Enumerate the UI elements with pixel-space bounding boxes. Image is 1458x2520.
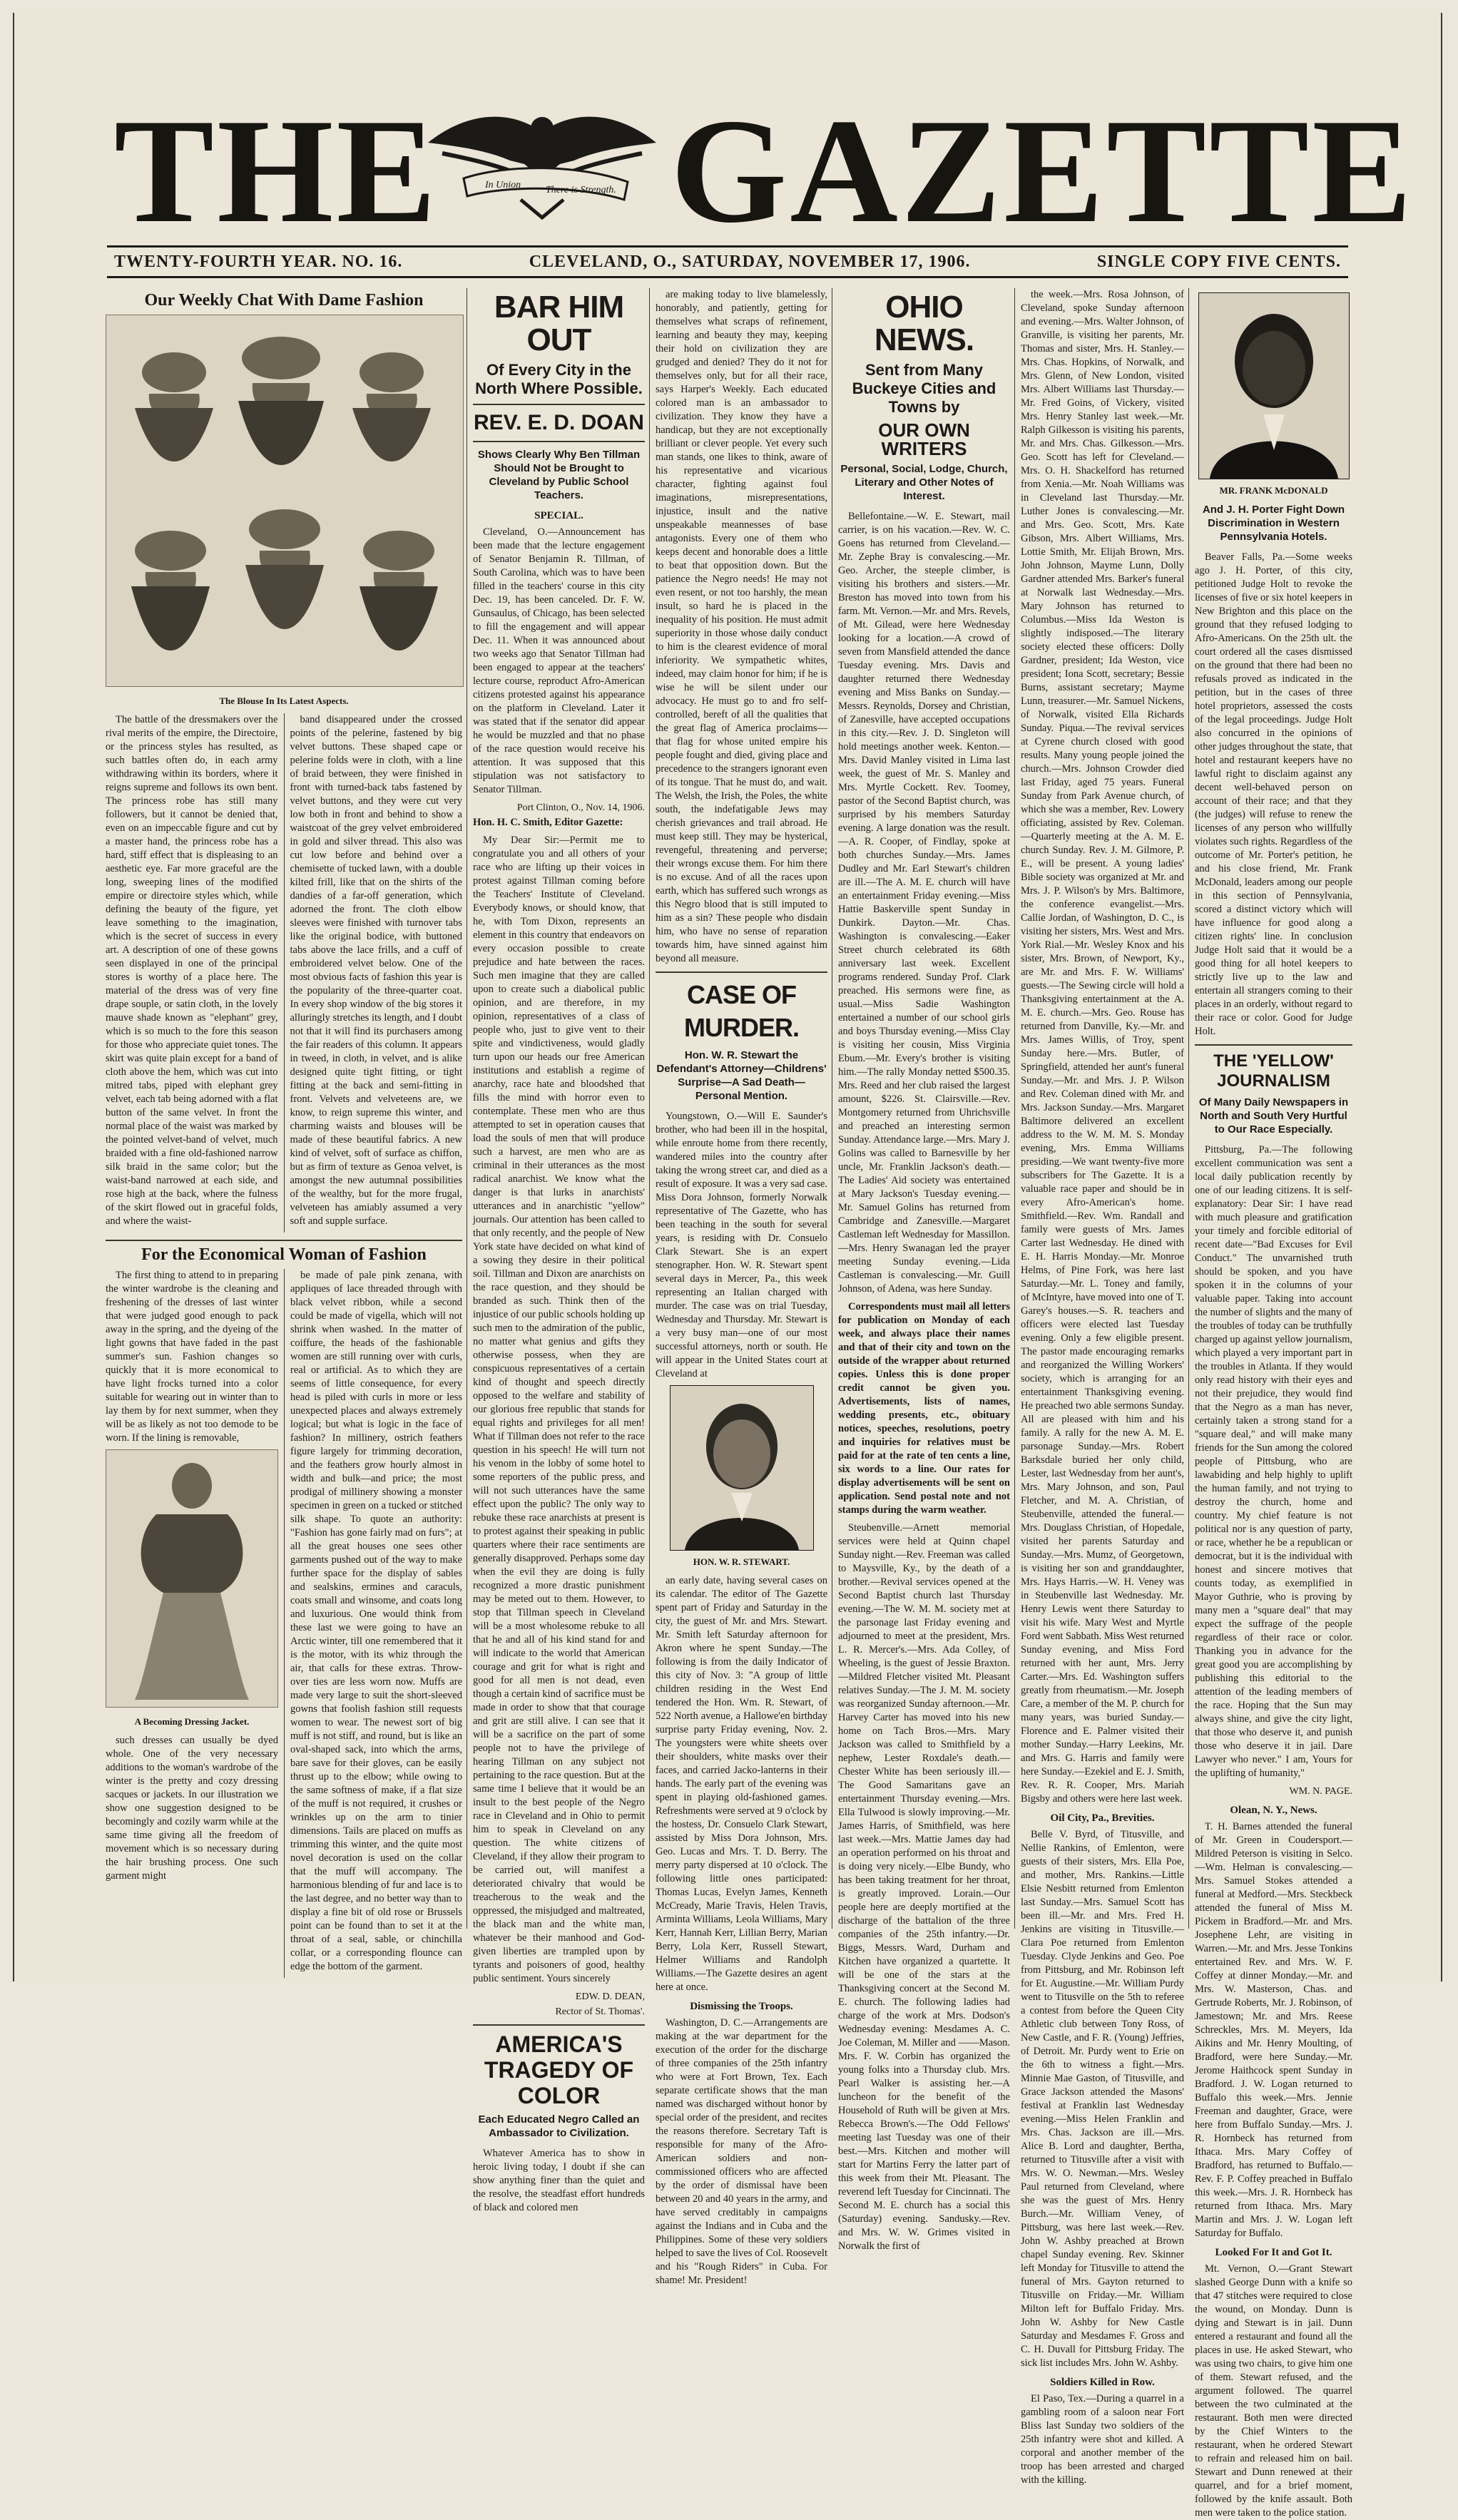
ohio-news-headline: OHIO NEWS.: [874, 290, 974, 357]
stewart-portrait: [670, 1385, 814, 1551]
ohio-news-text-2: Steubenville.—Arnett memorial services were held at Quinn chapel Sunday night.—Rev. Freeman was called to Maysville, Ky., by the death of a brother.—Revival services opened at the Second Baptist church last Thursday evening.—The W. M. M. society met at the parsonage last Friday evening and adjourned to meet at the president, Mrs. L. R. Mercer's.—Mrs. Ada Colley, of Wheeling, is the guest of Jessie Braxton.—Mildred Fletcher visited Mt. Pleasant relatives Sunday.—The J. M. M. society was reorganized Sunday afternoon.—Mr. Harvey Carter has moved into his new home on Tach Bros.—Mrs. Mary Jackson was called to Smithfield by a nephew, Lester Roxdale's death.—Chester White has been seriously ill.—The Good Samaritans gave an entertainment Thursday evening.—Mrs. Ella Tulwood is slowly improving.—Mr. James Harris, of Smithfield, was here last week.—Mrs. Mattie James day had an operation performed on his throat and is doing very nicely.—Elbe Bundy, who has been taking treatment for her throat, is greatly improved. Lorain.—Our people here are deeply mortified at the discharge of the battalion of the three companies of the 25th infantry.—Dr. Biggs, Messrs. Ward, Durham and Kitchen have organized a quartette. It will be one of the stars at the Thanksgiving concert at the Second M. E. church. The following ladies had charge of the work at Mrs. Dodson's Wednesday evening: Mesdames A. C. Joe Coleman, M. Miller and ——Mason. Mrs. F. W. Corbin has organized the young folks into a Thursday club. Mrs. Pearl Walker is assisting her.—A luncheon for the benefit of the Household of Ruth will be given at Mrs. Rebecca Brown's.—The Odd Fellows' meeting last Tuesday was one of their best.—Mrs. Kitchen and mother will start for Martins Ferry the latter part of this week from their Mt. Pleasant. The reverend left Tuesday for Cincinnati. The Second M. E. church has a social this (Saturday) evening. Sandusky.—Rev. and Mrs. W. W. Grimes visited in Norwalk the first of: [838, 1522, 1010, 2252]
divider: [473, 2024, 645, 2026]
doan-subhead: Shows Clearly Why Ben Tillman Should Not be Brought to Cleveland by Public School Teachers.: [477, 449, 641, 501]
tragedy-headline: AMERICA'S TRAGEDY OF COLOR: [484, 2031, 634, 2108]
blouse-illustration: [106, 315, 464, 687]
column-fashion: [106, 288, 462, 1972]
tillman-text-1: Cleveland, O.—Announcement has been made that the lecture engagement of Senator Benjamin R. Tillman, of South Carolina, which was to have been filled in the teachers' course in this city Dec. 19, has been canceled. Dr. F. W. Gunsaulus, of Chicago, has been selected to fill the engagement and will appear Dec. 11. When it was announced about two weeks ago that Senator Tillman had been engaged to appear at the teachers' lecture course, reproduct Afro-American citizens protested against his appearance on the platform in Cleveland. Later it was stated that if the senator did appear he would be muzzled and that no phase of the race question would receive his attention. It was supposed that this stipulation was not satisfactory to Senator Tillman.: [473, 526, 645, 795]
economical-text-columns: [106, 1269, 462, 1978]
oil-city-text: Belle V. Byrd, of Titusville, and Nellie Rankins, of Emlenton, were guests of their sisters, Mrs. Ella Poe, and mother, Mrs. Rankins.—Little Elsie Nesbitt returned from Emlenton last Sunday.—Mrs. Samuel Scott has been ill.—Mr. and Mrs. Fred H. Jenkins are visiting in Titusville.—Clara Poe returned from Emlenton Tuesday. Clyde Jenkins and Geo. Poe from Pittsburg, and Mr. Robinson left for Et. Augustine.—Mr. William Purdy went to Titusville on the 5th to referee a contest from before the Queen City Athletic club between Tony Ross, of New Castle, and F. R. (Young) Jeffries, of Detroit. Mr. Purdy went to Erie on the 6th to witness a fight.—Mrs. Minnie Mae Gaston, of Titusville, and Grace Jackson attended the Masons' festival at Franklin last Wednesday evening.—Miss Helen Franklin and Mrs. Chas. Jackson are ill.—Mrs. Alice B. Lord and daughter, Bertha, returned to Titusville after a visit with Mrs. W. O. Newman.—Mrs. Wesley Paul returned from Cleveland, where she was the guest of Mrs. Henry Burch.—Mr. William Veney, of Pittsburg, was here last week.—Rev. John W. Ashby preached at Brown chapel Sunday evening. Rev. Skinner left Monday for Titusville to attend the funeral of Mrs. Gayton returned to Titusville on Friday.—Mr. William Milton left for Buffalo Friday. Mrs. John W. Ashby for New Castle Saturday and Mesdames F. Gross and C. H. Duvall for Pittsburg Friday. The sick list includes Mrs. John W. Ashby.: [1021, 1829, 1184, 2369]
tillman-letter: My Dear Sir:—Permit me to congratulate you and all others of your race who are lifting up their voices in protest against Tillman coming before the Teachers' Institute of Cleveland. Everybody knows, or should know, that he, with Tom Dixon, represents an element in this country that endeavors on every occasion possible to create prejudice and hate between the races. Such men imagine that they are called upon to create such a diabolical public opinion, and are therefore, in my opinion, representatives of a class of people who, just to give vent to their spite and vindictiveness, would gladly turn upon our heads our free American institutions and establish a regime of anarchy, race hate and bloodshed that fills the mind with horror even to contemplate. These men who are thus attempted to set in operation causes that load the souls of men that will produce such a harvest, are men who are as criminal in their utterances as the most radical anarchist. We know what the danger is that lurks in anarchists' utterances and in anarchistic "yellow" journals. Our attention has been called to that only recently, and the people of New York state have decided on what kind of a sowing they desire in their political soil. Tillman and Dixon are anarchists on the race question, and they should be branded as such. Think then of the injustice of our public schools holding up such men to the admiration of the public, no matter what genius and gifts they otherwise possess, when they are conspicuous representatives of a certain kind of thought and speech directly opposed to the welfare and stability of our glorious free republic that stands for equal rights and privileges for all men! What if Tillman does not refer to the race question in his speech! He will turn not his venom in the lobby of some hotel to some reporters of the public press, and will not such utterances have the same effect upon the public? The only way to rebuke these race anarchists at present is to protest against their speaking in public quarters where their race sentiments are generally disapproved. Perhaps some day when the evil they are doing is fully recognized a more drastic punishment may be meted out to them. However, to stop that Tillman speech in Cleveland will be a most wholesome rebuke to all that he and all of his kind stand for and will indicate to the world that American courage and grit for what is right and good for all men is not dead, even though a certain kind of sacrifice must be made in order to show that that courage and grit are still alive. I can see that it will be a sacrifice on the part of some people not to have the privilege of hearing Tillman on any subject not pertaining to the race question. But at the same time I believe that it would be an insult to the best people of the Negro race in Cleveland and in Ohio to permit him to speak in Cleveland on any question. The white citizens of Cleveland, if they allow their program to be carried out, will manifest a deteriorated chivalry that would be treacherous to the weak and the oppressed, the misjudged and maltreated, the black man and the white man, whatever be their manhood and God-given liberties are trampled upon by tyrants and poisoners of good, healthy public sentiment. Yours sincerely: [473, 835, 645, 1984]
murder-text-1: Youngstown, O.—Will E. Saunder's brother, who had been ill in the hospital, while enroute home from there recently, wandered miles into the country after taking the wrong street car, and died as a result of exposure. It was a very sad case. Miss Dora Johnson, formerly Norwalk representative of The Gazette, who has been teaching in the south for several years, is residing with Dr. Consuelo Clark Stewart. She is an expert stenographer. Hon. W. R. Stewart spent several days in Mercer, Pa., this week representing an Italian charged with murder. The case was on trial Tuesday, Wednesday and Thursday. Mr. Stewart is a very busy man—one of our most successful attorneys, north or south. He will appear in the United States court at Cleveland at: [656, 1111, 827, 1379]
dressing-jacket-illustration: [106, 1449, 278, 1708]
column-mcdonald: [1188, 288, 1352, 2519]
case-of-murder-headline: CASE OF MURDER.: [684, 980, 799, 1042]
looked-for-it-headline: Looked For It and Got It.: [1215, 2247, 1332, 2258]
soldiers-headline: Soldiers Killed in Row.: [1050, 2377, 1155, 2388]
olean-text: T. H. Barnes attended the funeral of Mr. Green in Coudersport.—Mildred Peterson is visiting in Selco.—Wm. Helman is convalescing.—Mrs. Samuel Stokes attended a funeral at Medford.—Mrs. Steckbeck attended the funeral of Miss M. Pickem in Bradford.—Mr. and Mrs. Josephene Lehr, are visiting in Warren.—Mr. and Mrs. Jesse Tonkins entertained Rev. and Mrs. W. F. Coffey at dinner Monday.—Mr. and Mrs. W. Masterson, Chas. and Gertrude Roberts, Mr. J. Robinson, of Jamestown; Mr. and Mrs. Reese Schreckles, Mrs. M. Meyers, Ida Aikins and Mr. Henry Moulting, of Bradford, were here Sunday.—Mr. Jerome Haithcock spent Sunday in Bradford. J. W. Logan returned to Buffalo this week.—Mrs. Jennie Freeman and daughter, Grace, were here from Buffalo Sunday.—Mrs. J. R. Hornbeck has returned from Ithaca. Mrs. Mary Coffey of Bradford, has returned to Buffalo.—Rev. F. P. Coffey preached in Buffalo this week.—Mrs. J. R. Hornbeck has returned from Ithaca. Mrs. Mary Martin and Mrs. J. W. Logan left Saturday for Buffalo.: [1195, 1821, 1352, 2239]
fashion-heading: Our Weekly Chat With Dame Fashion: [144, 291, 424, 310]
yellow-journalism-text: Pittsburg, Pa.—The following excellent communication was sent a local daily publication recently by one of our leading citizens. It is self-explanatory: Dear Sir: I have read with much pleasure and gratification your timely and forcible editorial of recent date—"Bad Excuses for Evil Conduct." The unvarnished truth should be spoken, and you have spoken it in the columns of your valuable paper. Taking into account the number of slights and the many of the troubles of today can be truthfully charged up against yellow journalism, which played a very important part in the troubles in Atlanta. If they would only read history with their eyes and not their prejudice, they would find that the Negro as a man has never, certainly taken a strong stand for a "square deal," and will make many friends for the Sun among the colored people of Pittsburg, who are lawabiding and help highly to uplift the human family, and not trying to destroy the church, home and country. My chief feature is not political nor is any question of party, or race, whether he be a republican or democrat, but it is the individual with honest and sincere motives that counts today, as exemplified in Mayor Guthrie, who is proving by many men a "square deal" that may expect the suffrage of the people regardless of their race or color. Thanking you in advance for the great good you are accomplishing by publishing this editorial to the attention of the leading members of the race. Hoping that the Sun may always shine, and give the city light, that those who deserve it, and punish those who deserve it in jail. Dare Lawyer who never." I am, Yours for the uplifting of humanity,": [1195, 1144, 1352, 1779]
tragedy-continued: are making today to live blamelessly, honorably, and patiently, getting for themselves what scraps of refinement, learning and beauty they may, keeping their hold on civilization they are grudged and denied? They do it not for themselves only, but for all their race, says Harper's Weekly. Each educated colored man is an ambassador to civilization. They know they have a handicap, but they are not exceptionally brilliant or clever people. Yet every such man stands, one likes to think, aware of his representative and vicarious character, fighting against foul imaginations, misrepresentations, injustice, insult and the native unspeakable meannesses of base antagonists. Every one of them who keeps decent and honorable does a little to beat that opposition down. But the patience the Negro needs! He may not even resent, or not too harshly, the mean insult, so hard he is placed in the inequality of his position. He must admit superiority in those whose daily conduct to him is the clearest evidence of moral inferiority. We sympathetic whites, indeed, may claim honor for him; if he is wise he will be silent under our advocacy. He must go to and fro self-controlled, bereft of all the qualities that the great flag of America proclaims—that flag for whose united empire his people fought and died, giving place and precedence to the strangers ignorant even of its tongue. That he must do, and wait. The Welsh, the Irish, the Poles, the white south, the indefatigable Jews may cherish grievances and trail abroad. He must keep still. They may be hysterical, revengeful, threatening and perverse; their wrongs excuse them. For him there is no excuse. And of all the races upon earth, which has suffered such wrongs as this Negro blood that is still imputed to him as a sin? These people who disdain him, who have no sense of reparation towards him, have sinned against him beyond all measure.: [656, 289, 827, 964]
masthead-title-left: THE: [114, 88, 439, 254]
place-date: CLEVELAND, O., SATURDAY, NOVEMBER 17, 1906.: [529, 252, 971, 271]
divider: [473, 441, 645, 442]
local-news-text-1: the week.—Mrs. Rosa Johnson, of Cleveland, spoke Sunday afternoon and evening.—Mrs. Walter Johnson, of Granville, is visiting her parents, Mr. Thomas and sister, Mrs. H. Stanley.—Mrs. Chas. Hopkins, of Norwalk, and Mrs. Glenn, of New London, visited Mrs. Albert Williams last Thursday.—Mr. Fred Goins, of Vickery, visited Mrs. Henry Stanley last week.—Mr. Ralph Gilkesson is visiting his parents, Mr. and Mrs. Chas. Gilkesson.—Mrs. Geo. Scott has left for Cleveland.—Mrs. O. H. Shackelford has returned from Xenia.—Mr. Noah Williams was in Cleveland last Thursday.—Mr. Luther Jones is convalescing.—Mr. and Mrs. Geo. Scott, Mrs. Kate Gibson, Mrs. Albert Williams, Mrs. Lottie Smith, Mr. Elijah Brown, Mrs. John Johnson, Mayme Lunn, Dolly Gardner attended Mrs. Barker's funeral at Norwalk last Wednesday.—Mrs. Mary Johnson has returned to Columbus.—Miss Ida Weston is slightly indisposed.—The literary society elected these officers: Dolly Gardner, president; Ida Weston, vice president; Iona Scott, secretary; Bessie Burns, assistant secretary; Mayme Lunn, treasurer.—Mr. Samuel Nickens, of Norwalk, visited Ella Richards Sunday. Piqua.—The revival services at Cyrene church closed with good results. Many young people joined the church.—Mrs. Johnson Crowder died last Friday, aged 75 years. Funeral Sunday from Park Avenue church, of which she was a member, Rev. Lowery officiating, assisted by Rev. Coleman.—Quarterly meeting at the A. M. E. church Sunday. Rev. J. M. Gilmore, P. E., will be present. A young ladies' Bible society was organized at Mr. and Mrs. J. P. Wilson's by Mrs. Baltimore, the conference evangelist.—Mrs. Callie Jordan, of Washington, D. C., is visiting her sisters, Mrs. West and Mrs. York Rial.—Mr. Wesley Knox and his sister, Mrs. Brown, of Newport, Ky., are Mr. and Mrs. F. W. Williams' guests.—The Sewing circle will hold a Thanksgiving entertainment at the A. M. E. church.—Mrs. Geo. Rouse has returned from Danville, Ky.—Mr. and Mrs. James Willis, of Troy, spent Sunday here.—Mrs. Butler, of Springfield, attended her aunt's funeral Sunday.—Mr. and Mrs. J. P. Wilson and Rev. Coleman dined with Mr. and Mrs. Jackson Sunday.—Mrs. Margaret Baltimore delivered an excellent address to the W. M. M. S. Monday evening, Mrs. Emma Williams presiding.—We want twenty-five more subscribers for The Gazette. It is a valuable race paper and should be in every Afro-American's home. Smithfield.—Rev. Wm. Randall and family were guests of Mrs. James Carter last Wednesday. He dined with E. H. Harris Monday.—Mr. Monroe Helms, of Pine Fork, was here last Saturday.—Mr. L. Toney and family, of McIntyre, have moved into one of T. Garey's houses.—S. R. teachers and officers were elected last Tuesday evening. Only a few eligible present. The pastor made encouraging remarks and reorganized the Willing Workers' society, which is arranging for an entertainment Thanksgiving evening. He preached two able sermons Sunday. All are pleased with him and his family. A rally for the new A. M. E. parsonage Sunday.—Mrs. Robert Barksdale buried her only child, Lester, last Wednesday from her aunt's, Mrs. Mary Johnson, and son, Paul Fletcher, and M. A. Christian, of Steubenville, attended the funeral.—Mrs. Douglass Christian, of Hopedale, visited her parents Saturday and Sunday.—Mrs. Mumz, of Georgetown, is visiting her son and granddaughter, Mrs. Hays Harris.—W. H. Veney was in Steubenville last Wednesday. Mr. Henry Lewis went there Saturday to visit his wife. Mary West and Myrtle Ford went Sabbath. Miss West returned Sunday evening, and Miss Ford returned with her aunt, Mrs. Jerry Carter.—Mrs. Ed. Washington suffers greatly from rheumatism.—Mr. Joseph Care, a member of the M. P. church for many years, was buried Sunday.—Florence and E. Palmer visited their mother Sunday.—Harry Leekins, Mr. and Mrs. G. Harris and family were here Sunday.—Ezekiel and E. J. Smith, Rev. R. R. Cooper, Mrs. Mariah Bigsby and others were here last week.: [1021, 289, 1184, 1805]
columns: [106, 288, 1352, 2519]
economical-text-left: The first thing to attend to in preparing the winter wardrobe is the cleaning and freshening of the dresses of last winter that were judged good enough to pack away in the spring, and the dyeing of the light gowns that have faded in the past summer's sun. Fashion changes so quickly that it is more economical to have light frocks turned into a color suitable for wearing out in winter than to lay them by for next summer, when they will be as likely as not too demode to be worn. If the lining is removable,: [106, 1270, 278, 1444]
doan-headline: REV. E. D. DOAN: [474, 411, 644, 434]
masthead-title-right: GAZETTE: [671, 88, 1415, 254]
olean-headline: Olean, N. Y., News.: [1230, 1805, 1317, 1816]
special-label: SPECIAL.: [534, 510, 583, 521]
letter-signature: EDW. D. DEAN,: [575, 1991, 645, 2002]
letter-salutation: Hon. H. C. Smith, Editor Gazette:: [473, 817, 623, 828]
correspondents-notice: Correspondents must mail all letters for publication on Monday of each week, and always place their names and that of their city and town on the outside of the wrapper about returned copies. Unless this is done proper credit cannot be given you. Advertisements, lists of names, wedding presents, etc., obituary notices, speeches, resolutions, poetry and inquiries for relatives must be paid for at the rate of ten cents a line, six words to a line. Our rates for display advertisements will be sent on application. Send postal note and not stamps during the warm weather.: [838, 1301, 1010, 1516]
stewart-caption: HON. W. R. STEWART.: [693, 1556, 790, 1567]
troops-headline: Dismissing the Troops.: [690, 2001, 793, 2012]
blouse-caption: The Blouse In Its Latest Aspects.: [219, 695, 349, 706]
divider: [473, 404, 645, 405]
dateline-strip: [107, 245, 1348, 278]
motto-left: In Union: [485, 180, 521, 190]
murder-text-2: an early date, having several cases on its calendar. The editor of The Gazette spent part of Friday and Saturday in the city, the guest of Mr. and Mrs. Stewart. Mr. Smith left Saturday afternoon for Akron where he spent Sunday.—The following is from the daily Indicator of this city of Nov. 3: "A group of little children residing in the West End tendered the Hon. Wm. R. Stewart, of 522 North avenue, a Hallowe'en birthday surprise party Friday evening, Nov. 2. The youngsters were white sheets over their shoulders, white masks over their faces, and carried Jacko-lanterns in their hands. The early part of the evening was spent in playing old-fashioned games. Refreshments were served at 9 o'clock by the hostess, Dr. Consuelo Clark Stewart, assisted by Miss Dora Johnson, Mrs. Geo. Lucas and Mrs. T. D. Berry. The merry party dispersed at 10 o'clock. The following little ones participated: Thomas Lucas, Evelyn James, Kenneth McCready, Marie Travis, Helen Travis, Arminta Williams, Leola Williams, Mary Kerr, Hannah Kerr, Lillian Berry, Marian Berry, Lola Kerr, Russell Stewart, Helmer Williams and Randolph Williams.—The Gazette desires an agent here at once.: [656, 1575, 827, 1993]
column-murder: [649, 288, 827, 2286]
masthead: [114, 88, 1415, 254]
column-local-news: [1014, 288, 1184, 2486]
motto-right: There is Strength.: [546, 185, 616, 195]
yellow-journalism-headline: THE 'YELLOW' JOURNALISM: [1213, 1051, 1334, 1091]
fashion-text-columns: [106, 713, 462, 1233]
bar-him-out-headline: BAR HIM OUT: [494, 290, 624, 357]
ohio-news-subhead: Sent from Many Buckeye Cities and Towns by: [852, 361, 996, 416]
letter-signature-title: Rector of St. Thomas'.: [555, 2006, 645, 2017]
divider: [656, 971, 827, 973]
fashion-text-left: The battle of the dressmakers over the rival merits of the empire, the Directoire, or the princess styles has resulted, as such battles often do, in each army withdrawing within its borders, where it reigns supreme and follows its own bent. The princess robe has still many followers, but it cannot be denied that, even on an impeccable figure and cut by a master hand, the princess robe has a hard, stiff effect that is displeasing to an aesthetic eye. Far more graceful are the long, sweeping lines of the modified empire or directoire styles which, while defining the beauty of the figure, yet leave something to the imagination, which is the secret of success in every art. A description of one of these gowns seen displayed in one of the principal stores is worthy of a place here. The material of the dress was of very fine drape souple, or satin cloth, in the lovely mauve shade known as "elephant" grey, which is so much to the fore this season for those who appreciate quiet tones. The skirt was quite plain except for a band of cloth above the hem, which was cut into mitred tabs, piped with elephant grey velvet, each tab being adorned with a flat button of the same velvet. In front the normal place of the waist was marked by the pointed velvet-band of velvet, much braided with a fine old-fashioned narrow silk braid in the same color; but the waist-band narrowed at each side, and rose high at the back, where the fulness of the skirt flowed out in graceful folds, and where the waist-: [106, 714, 278, 1227]
oil-city-headline: Oil City, Pa., Brevities.: [1050, 1812, 1155, 1824]
page-signature: WM. N. PAGE.: [1289, 1786, 1352, 1797]
economical-text-left-2: such dresses can usually be dyed whole. One of the very necessary additions to the woman's wardrobe of the winter is the pretty and cozy dressing sacques or jackets. In our illustration we show one suggestion designed to be becomingly and cozily warm while at the same time giving all the freedom of movement which is so necessary during the hair brushing process. One such garment might: [106, 1735, 278, 1882]
ohio-news-notes: Personal, Social, Lodge, Church, Literary and Other Notes of Interest.: [840, 463, 1008, 502]
tragedy-subhead: Each Educated Negro Called an Ambassador to Civilization.: [478, 2113, 640, 2139]
price: SINGLE COPY FIVE CENTS.: [1096, 252, 1341, 271]
divider: [1195, 1044, 1352, 1046]
letter-dateline: Port Clinton, O., Nov. 14, 1906.: [516, 802, 645, 813]
fashion-text-right: band disappeared under the crossed points of the pelerine, fastened by big velvet buttons. These shaped cape or pelerine folds were in cloth, with a line of braid between, they were finished in front with turned-back tabs fastened by velvet buttons, and they were cut very low both in front and behind to show a waistcoat of the grey velvet embroidered in gold and silver thread. This also was cut low before and behind over a chemisette of tucked lawn, with a double kilted frill, like that on the shirts of the dandies of a far-off generation, which adorned the front. The cloth elbow sleeves were finished with turnover tabs like the original bodice, with buttoned tabs above the lace frills, and a cuff of embroidered velvet below. One of the most obvious facts of fashion this year is the popularity of the three-quarter coat. In every shop window of the big stores it alluringly stretches its length, and I doubt not that it will find its purchasers among the fair readers of this column. It appears in tweed, in cloth, in velvet, and is alike designed quite tight fitting, or tight fitting at the back and semi-fitting in front. Velvets and velveteens are, we know, to reign supreme this winter, and charming waists and blouses will be made of these beautiful fabrics. A new kind of velvet, soft of surface as chiffon, but as firm of texture as Genoa velvet, is amongst the new autumnal possibilities of the wealthy, but for the more frugal, velveteen has amiably assumed a very soft and supple surface.: [290, 714, 462, 1227]
economical-heading: For the Economical Woman of Fashion: [106, 1240, 462, 1262]
economical-text-right: be made of pale pink zenana, with appliques of lace threaded through with black velvet ribbon, while a second could be made of vigella, which will not shrink when washed. In the matter of coiffure, the heads of the fashionable women are still running over with curls, real or artificial. As to which they are seems of little consequence, for every head is piled with curls in more or less unexpected places and always extremely logical; but what is logic in the face of fashion? In millinery, ostrich feathers figure largely for trimming decoration, and the feathers grow hourly almost in width and bulk—and price; the most prodigal of millinery showing a monster specimen in green on a tucked or stitched silk shape. To quote an authority: "Fashion has gone fairly mad on furs"; at all the great houses one sees other garments pushed out of the way to make further space for the display of sables and sealskins, ermines and caraculs, coats small and winsome, and coats long and luxurious. One would think from these last we were going to have an Arctic winter, till one remembered that it is the motor, with its whiz through the air, that calls for these extras. Throw-over ties are less worn now. Muffs are made very large to suit the short-sleeved gowns that foolish fashion still requests women to wear. The newest sort of big muff is not stiff, and round, but is like an oval-shaped sack, into which the arms, bare save for their gloves, can be easily thrust up to the elbow; while owing to the same softness of make, if a flat size of the muff is not required, it crushes or wrinkles up on the arm to tinier dimensions. Tails are placed on muffs as trimming this winter, and the quite most novel decoration is used on the collar that the muff will accompany. The harmonious blending of fur and lace is to the last degree, and no better way than to display a fine bit of old rose or Brussels point can be found than to set it at the throat of a seal, sable, or chinchilla collar, or a corresponding flounce can edge the bottom of the garment.: [290, 1270, 462, 1972]
own-writers-headline: OUR OWN WRITERS: [878, 419, 970, 459]
mcdonald-text: Beaver Falls, Pa.—Some weeks ago J. H. Porter, of this city, petitioned Judge Holt to revoke the licenses of five or six hotel keepers in New Brighton and this place on the ground that they refused lodging to Afro-Americans. On the 25th ult. the court ordered all the cases dismissed on the ground that there had been no refusals proved as indicated in the petition, but in the cases of three hotel proprietors, assessed the costs of the legal proceedings. Judge Holt also concurred in the opinions of other judges throughout the state, that hotel and restaurant keepers have no lawful right to disclaim against any decent well-behaved person on account of their race; and that they (the judges) will refuse to renew the licenses of any person who willfully violates such rights. Regardless of the outcome of Mr. Porter's petition, he and his close friend, Mr. Frank McDonald, leaders among our people in this section of Pennsylvania, scored a distinct victory which will have influence for good along a citizen rights' line. In conclusion Judge Holt said that it would be a good thing for all hotel keepers to strictly live up to the law and entertain all strangers coming to their places in an orderly, without regard to their race or color. Good for Judge Holt.: [1195, 551, 1352, 1037]
mcdonald-caption: MR. FRANK McDONALD: [1219, 485, 1328, 496]
ohio-news-text-1: Bellefontaine.—W. E. Stewart, mail carrier, is on his vacation.—Rev. W. C. Goens has returned from Cleveland.—Mr. Zephe Bray is convalescing.—Mr. Geo. Archer, the steeple climber, is visiting his brothers and sisters.—Mr. Breston has moved into town from his farm. Mt. Vernon.—Mr. and Mrs. Revels, of Mt. Gilead, were here Wednesday looking for a location.—A crowd of seven from Mansfield attended the dance Tuesday evening. Mrs. Davis and daughter returned there Wednesday evening and Miss Banks on Sunday.—Messrs. Reynolds, Dorsey and Christian, of Zanesville, have accepted occupations in this city.—Rev. J. D. Singleton will hold meetings another week. Kenton.—Mrs. David Manley visited in Lima last week, the guest of Mr. S. Manley and Mrs. Myrtle Cockett. Rev. Toomey, pastor of the Second Baptist church, was surprised by his members Saturday evening. A large donation was the result.—A. R. Cooper, of Findlay, spoke at both churches Sunday.—Mrs. James Dudley and Mr. Earl Stewart's children are ill.—The A. M. E. church will have an entertainment Friday evening.—Miss Hattie Baskerville spent Sunday in Dunkirk. Dayton.—Mr. Chas. Washington is convalescing.—Eaker Street church celebrated its 68th anniversary last week. Excellent programs rendered. Sunday Prof. Clark preached. His sermons were fine, as usual.—Miss Sadie Washington entertained a number of our school girls and boys Thursday evening.—Miss Clay is visiting her cousin, Miss Virginia Ebum.—Mr. Every's brother is visiting him.—The rally Monday netted $500.35. Mrs. Reed and her club raised the largest amount, $226. St. Clairsville.—Rev. Montgomery returned from Uhrichsville and preached an interesting sermon Sunday. Attendance large.—Mrs. Mary J. Golins was called to Barnesville by her uncle, Mr. Franklin Jackson's death.—The Ladies' Aid society was entertained at Mary Jackson's Tuesday evening.—Mr. Samuel Golins has returned from Cambridge and Zanesville.—Margaret Castleman left Wednesday for Massillon.—Mrs. Henry Swanagan led the prayer meeting Sunday evening.—Lida Castleman is convalescing.—Mr. Guill Johnson, of Adena, was here Sunday.: [838, 511, 1010, 1295]
mcdonald-subhead: And J. H. Porter Fight Down Discrimination in Western Pennsylvania Hotels.: [1202, 504, 1345, 543]
eagle-emblem-icon: [421, 93, 663, 228]
column-tillman: [467, 288, 645, 2213]
dressing-jacket-caption: A Becoming Dressing Jacket.: [134, 1716, 250, 1727]
troops-text: Washington, D. C.—Arrangements are making at the war department for the execution of the order for the discharge of three companies of the 25th infantry who were at Fort Brown, Tex. Each separate certificate shows that the man named was discharged without honor by special order of the president, and recites the reasons therefore. Secretary Taft is responsible for many of the Afro-American soldiers and non-commissioned officers who are affected by the order of dismissal have been between 20 and 40 years in the army, and have served creditably in campaigns against the Indians and in Cuba and the Philippines. Some of these very soldiers helped to save the lives of Col. Roosevelt and his "Rough Riders" in Cuba. For shame! Mr. President!: [656, 2017, 827, 2286]
tragedy-text: Whatever America has to show in heroic living today, I doubt if she can show anything finer than the quiet and the resolve, the steadfast effort hundreds of black and colored men: [473, 2148, 645, 2213]
bar-him-out-subhead: Of Every City in the North Where Possible.: [475, 361, 643, 397]
soldiers-text: El Paso, Tex.—During a quarrel in a gambling room of a saloon near Fort Bliss last Sunday two soldiers of the 25th infantry were shot and killed. A corporal and another member of the troop has been arrested and charged with the killing.: [1021, 2393, 1184, 2486]
mcdonald-portrait: [1198, 292, 1350, 479]
looked-for-it-text: Mt. Vernon, O.—Grant Stewart slashed George Dunn with a knife so that 47 stitches were required to close the wound, on Monday. Dunn is dying and Stewart is in jail. Dunn entered a restaurant and found all the places in use. He asked Stewart, who was using two chairs, to give him one of them. Stewart refused, and the argument followed. The quarrel between the two culminated at the restaurant. Both men were directed by the Chief Winters to the restaurant, when he ordered Stewart to refrain and released him on bail. Stewart and Dunn renewed at their quarrel, and for a brief moment, followed by the knife assault. Both men were taken to the police station.: [1195, 2263, 1352, 2519]
volume-number: TWENTY-FOURTH YEAR. NO. 16.: [114, 252, 403, 271]
yellow-journalism-subhead: Of Many Daily Newspapers in North and South Very Hurtful to Our Race Especially.: [1198, 1096, 1349, 1136]
case-of-murder-subhead: Hon. W. R. Stewart the Defendant's Attorney—Childrens' Surprise—A Sad Death—Personal Mention.: [656, 1049, 827, 1102]
column-ohio-news: [832, 288, 1010, 2252]
